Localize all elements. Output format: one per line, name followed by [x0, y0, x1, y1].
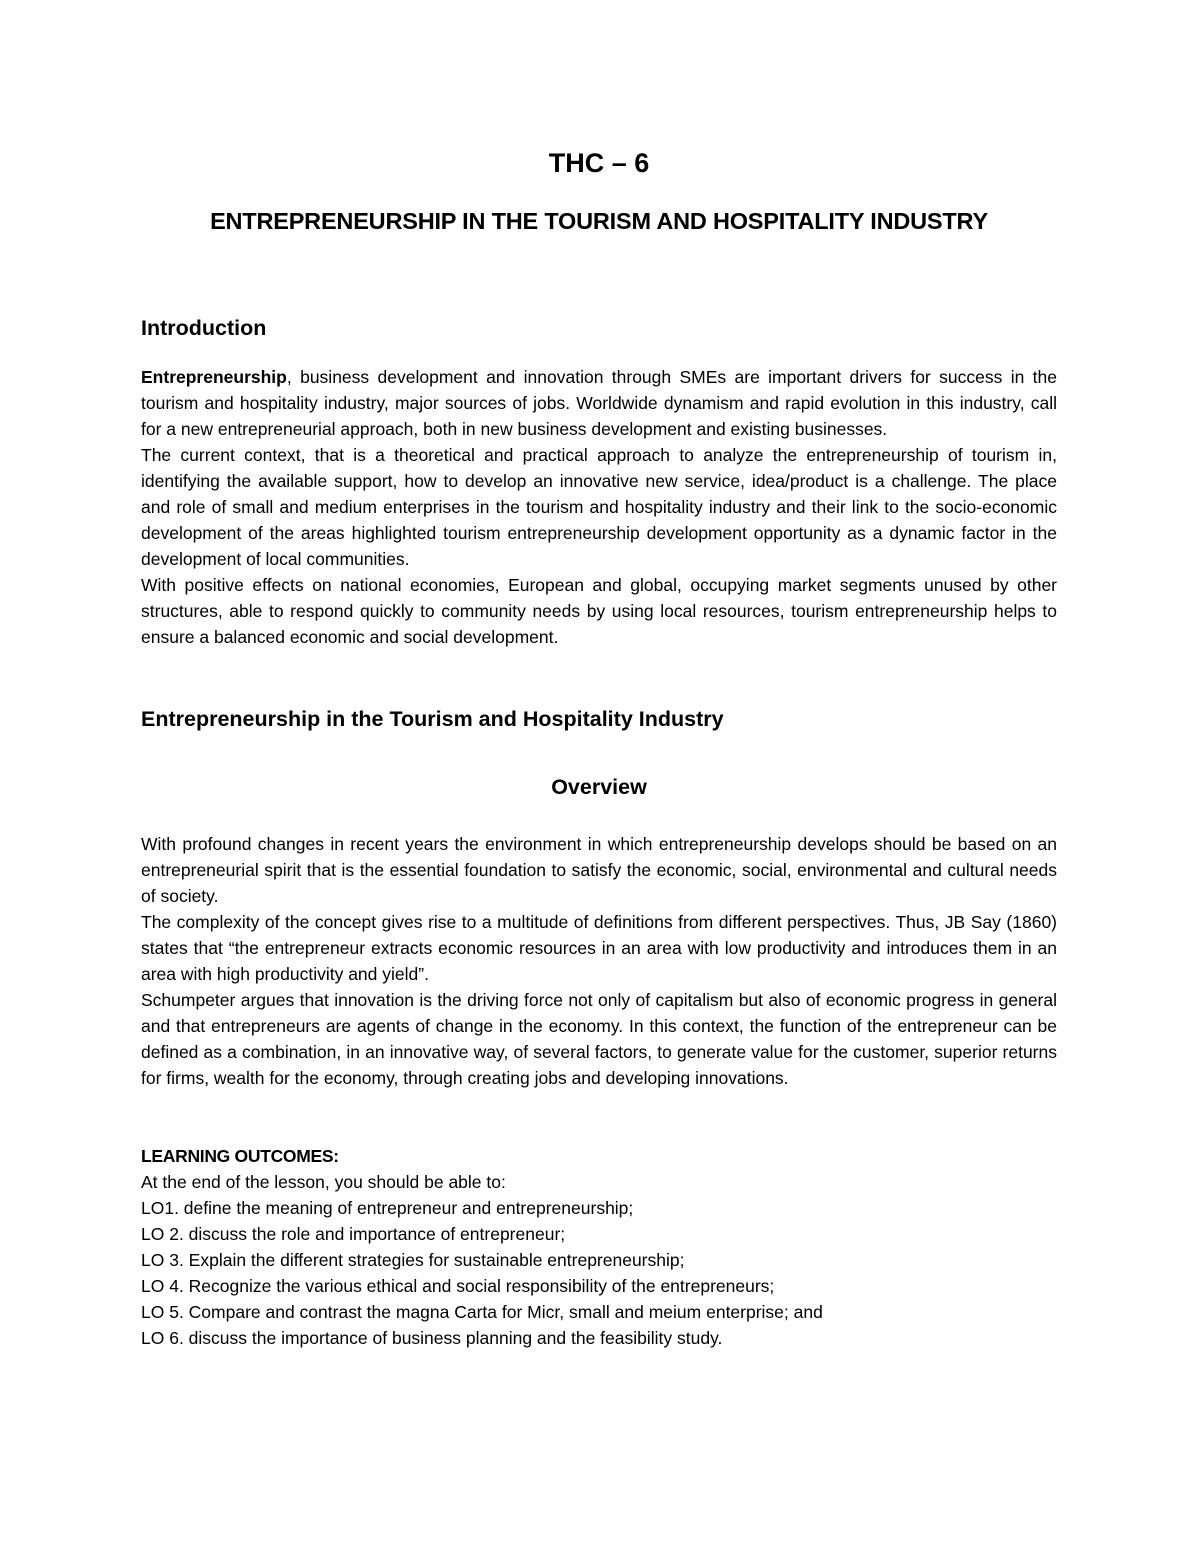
introduction-paragraph: The current context, that is a theoretical and practical approach to analyze the entrepreneurship of tourism in, identifying the available support, how to develop an innovative new service, idea/product is a challenge. The place and role of small and medium enterprises in the tourism and hospitality industry and their link to the socio-economic development of the areas highlighted tourism entrepreneurship development opportunity as a dynamic factor in the development of local communities. [141, 445, 1057, 569]
document-content [141, 140, 1057, 1351]
introduction-paragraph: With positive effects on national economies, European and global, occupying market segments unused by other structures, able to respond quickly to community needs by using local resources, tourism entrepreneurship helps to ensure a balanced economic and social development. [141, 575, 1057, 647]
learning-outcome-item: LO 4. Recognize the various ethical and social responsibility of the entrepreneurs; [141, 1276, 775, 1296]
introduction-heading: Introduction [141, 316, 267, 340]
introduction-paragraph [141, 364, 1057, 442]
learning-outcomes-heading: LEARNING OUTCOMES: [141, 1146, 339, 1166]
overview-paragraph: Schumpeter argues that innovation is the driving force not only of capitalism but also of economic progress in general and that entrepreneurs are agents of change in the economy. In this context, the function of the entrepreneur can be defined as a combination, in an innovative way, of several factors, to generate value for the customer, superior returns for firms, wealth for the economy, through creating jobs and developing innovations. [141, 990, 1057, 1088]
overview-paragraph: The complexity of the concept gives rise to a multitude of definitions from different perspectives. Thus, JB Say (1860) states that “the entrepreneur extracts economic resources in an area with low productivity and introduces them in an area with high productivity and yield”. [141, 912, 1057, 984]
learning-outcome-item: LO 6. discuss the importance of business planning and the feasibility study. [141, 1328, 723, 1348]
section-heading: Entrepreneurship in the Tourism and Hospitality Industry [141, 707, 724, 731]
course-code: THC – 6 [548, 148, 650, 178]
learning-outcomes-list [141, 1195, 1057, 1351]
learning-outcome-item: LO 2. discuss the role and importance of entrepreneur; [141, 1224, 566, 1244]
learning-outcome-item: LO1. define the meaning of entrepreneur and entrepreneurship; [141, 1198, 634, 1218]
lead-term: Entrepreneurship [141, 367, 287, 387]
learning-outcome-item: LO 3. Explain the different strategies for sustainable entrepreneurship; [141, 1250, 685, 1270]
overview-heading: Overview [551, 775, 647, 799]
overview-paragraph: With profound changes in recent years the environment in which entrepreneurship develops should be based on an entrepreneurial spirit that is the essential foundation to satisfy the economic, social, environmental and cultural needs of society. [141, 834, 1057, 906]
document-title: ENTREPRENEURSHIP IN THE TOURISM AND HOSPITALITY INDUSTRY [210, 208, 988, 234]
lead-text: , business development and innovation through SMEs are important drivers for success in the tourism and hospitality industry, major sources of jobs. Worldwide dynamism and rapid evolution in this industry, call for a new entrepreneurial approach, both in new business development and existing businesses. [141, 367, 1057, 439]
learning-outcomes-intro: At the end of the lesson, you should be able to: [141, 1172, 506, 1192]
learning-outcome-item: LO 5. Compare and contrast the magna Carta for Micr, small and meium enterprise; and [141, 1302, 823, 1322]
